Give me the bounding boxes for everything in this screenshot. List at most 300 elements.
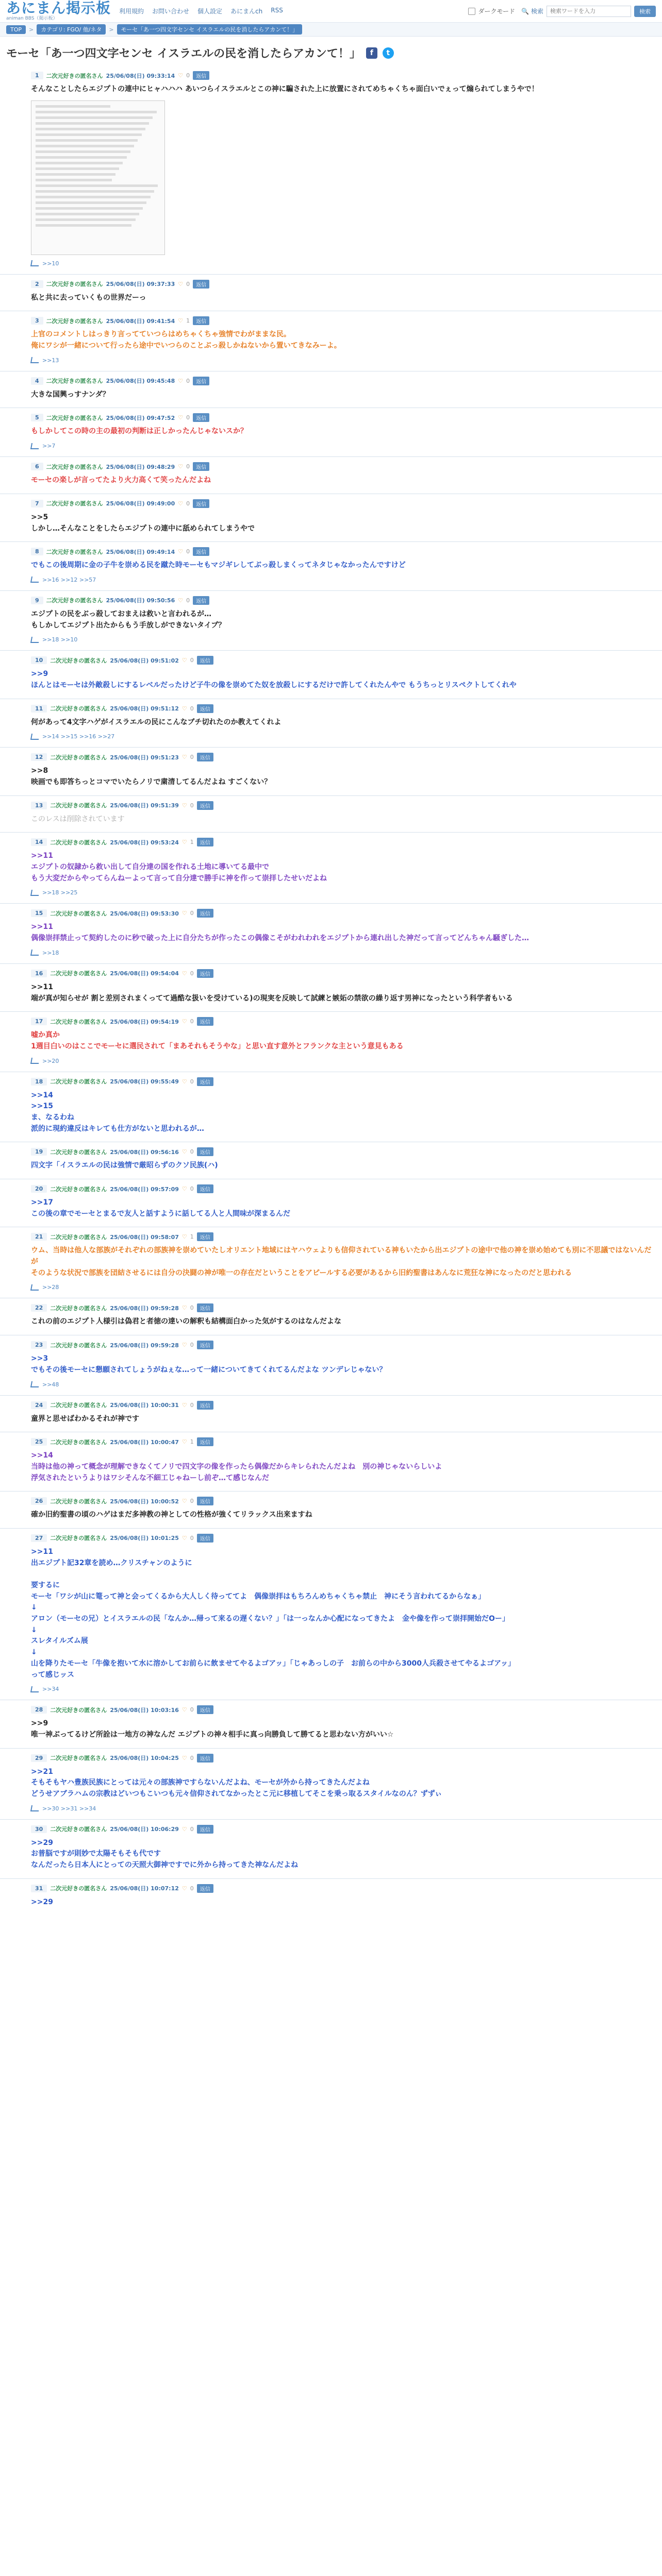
post-number[interactable]: 13 [31,802,47,809]
post-number[interactable]: 17 [31,1018,47,1025]
post-body: 確か旧約聖書の頃のハゲはまだ多神教の神としての性格が強くてリラックス出来ますね [31,1511,312,1519]
heart-icon[interactable]: ♡ [181,1304,187,1312]
heart-icon[interactable]: ♡ [178,548,184,555]
reply-button[interactable]: 返信 [193,596,209,605]
post-date: 25/06/08(日) 09:55:49 [110,1078,179,1086]
post-meta [31,1017,656,1026]
breadcrumb [0,23,662,37]
poster-name: 二次元好きの匿名さん [46,378,103,385]
poster-name: 二次元好きの匿名さん [46,317,103,325]
reply-arrow-icon [30,1805,40,1811]
post-body: そんなことしたらエジプトの連中にヒャハハハ あいつらイスラエルとこの神に騙された上に放置にされてめちゃくちゃ面白いでぇって煽られてしまうやで！ [31,85,539,93]
post-body: >>9 ほんとはモーセは外敵殺しにするレベルだったけど子牛の像を崇めてた奴を放殺しにするだけで許してくれたんやで もうちっとリスペクトしてくれや [31,670,517,689]
post-meta [31,1884,656,1893]
post-date: 25/06/08(日) 09:59:28 [110,1304,179,1312]
like-count: 0 [190,1304,194,1312]
post-date: 25/06/08(日) 09:58:07 [110,1233,179,1241]
post-date: 25/06/08(日) 10:06:29 [110,1826,179,1833]
breadcrumb-top[interactable]: TOP [6,25,26,34]
post-date: 25/06/08(日) 09:54:04 [110,970,179,977]
heart-icon[interactable]: ♡ [181,1233,187,1241]
heart-icon[interactable]: ♡ [181,1438,187,1446]
post-body: >>29 [31,1897,53,1906]
heart-icon[interactable]: ♡ [181,1185,187,1192]
reply-arrow-icon [30,637,40,643]
post-number[interactable]: 7 [31,500,43,507]
post-body: もしかしてこの時の主の最初の判断は正しかったんじゃないスか？ [31,427,247,436]
post-number[interactable]: 20 [31,1185,47,1193]
reply-button[interactable]: 返信 [197,1341,213,1349]
post-date: 25/06/08(日) 10:03:16 [110,1706,179,1714]
post-body: >>11 エジプトの奴隷から救い出して自分達の国を作れる土地に導いてる最中で もう大変だからやってらんねーよって言って自分達で勝手に神を作って崇拝したせいだよね [31,852,327,883]
post-date: 25/06/08(日) 09:51:39 [110,802,179,809]
post-body: >>5 しかし…そんなことをしたらエジプトの連中に舐められてしまうやで [31,513,255,533]
poster-name: 二次元好きの匿名さん [50,1185,107,1193]
reply-anchor-list[interactable]: >>34 [42,1686,59,1693]
post-number[interactable]: 23 [31,1341,47,1349]
post-meta [31,753,656,761]
reply-button[interactable]: 返信 [193,377,209,385]
post-date: 25/06/08(日) 09:49:00 [106,500,175,507]
post-date: 25/06/08(日) 09:41:54 [106,317,175,325]
post-date: 25/06/08(日) 09:51:02 [110,657,179,664]
reply-arrow-icon [30,734,40,740]
post-body: 嘘か真か 1週目白いのはここでモーセに選民されて「まあそれもそうやな」と思い直す意外とフランクな主という意見もある [31,1031,404,1050]
post-body: このレスは削除されています [31,815,125,823]
post-meta [31,377,656,385]
like-count: 0 [190,802,194,809]
reply-button[interactable]: 返信 [197,909,213,918]
post-meta [31,969,656,978]
reply-button[interactable]: 返信 [197,1184,213,1193]
like-count: 0 [190,754,194,761]
poster-name: 二次元好きの匿名さん [46,548,103,555]
reply-button[interactable]: 返信 [197,1534,213,1543]
reply-links[interactable] [31,1381,656,1388]
post [0,371,662,408]
reply-arrow-icon [30,260,40,266]
poster-name: 二次元好きの匿名さん [50,839,107,846]
post-date: 25/06/08(日) 09:51:23 [110,754,179,761]
post-number[interactable]: 16 [31,970,47,977]
main-nav [119,7,283,15]
post-body: >>29 お普脳ですが則妙で太陽そもそも代です なんだったら日本人にとっての天照大御神ですでに外から持ってきた神なんだよね [31,1838,299,1869]
post-number[interactable]: 21 [31,1233,47,1241]
reply-button[interactable]: 返信 [197,801,213,810]
post-date: 25/06/08(日) 09:56:16 [110,1148,179,1156]
post-number[interactable]: 14 [31,838,47,846]
reply-button[interactable]: 返信 [197,1017,213,1026]
nav-settings[interactable]: 個人設定 [197,8,223,15]
like-count: 1 [190,839,194,846]
post-body: >>3 でもその後モーセに懇願されてしょうがねぇな…って一緒についてきてくれてるんだよな ツンデレじゃない？ [31,1354,387,1374]
nav-rss[interactable]: RSS [271,7,283,14]
like-count: 0 [186,280,190,287]
reply-anchor-list[interactable]: >>14 >>15 >>16 >>27 [42,733,115,740]
heart-icon[interactable]: ♡ [181,910,187,917]
post-number[interactable]: 19 [31,1148,47,1156]
reply-button[interactable]: 返信 [197,1705,213,1714]
like-count: 0 [190,1342,194,1349]
poster-name: 二次元好きの匿名さん [46,500,103,507]
like-count: 0 [186,500,190,507]
heart-icon[interactable]: ♡ [181,970,187,977]
post [0,1819,662,1878]
poster-name: 二次元好きの匿名さん [46,281,103,288]
reply-button[interactable]: 返信 [197,1401,213,1410]
reply-button[interactable]: 返信 [197,838,213,846]
heart-icon[interactable]: ♡ [181,1885,187,1892]
reply-button[interactable]: 返信 [197,1232,213,1241]
post-meta [31,656,656,665]
post-meta [31,1341,656,1349]
search-input[interactable] [547,6,631,17]
reply-button[interactable]: 返信 [197,656,213,665]
post-number[interactable]: 6 [31,463,43,470]
post-number[interactable]: 26 [31,1497,47,1505]
post-date: 25/06/08(日) 09:54:19 [110,1018,179,1025]
reply-anchor-list[interactable]: >>13 [42,357,59,364]
reply-anchor-list[interactable]: >>30 >>31 >>34 [42,1805,96,1812]
checkbox-icon[interactable] [468,8,475,15]
reply-anchor-list[interactable]: >>28 [42,1284,59,1291]
heart-icon[interactable]: ♡ [178,463,184,470]
image-text-line [36,213,139,215]
post-number[interactable]: 28 [31,1706,47,1714]
reply-button[interactable]: 返信 [193,462,209,471]
image-text-line [36,173,115,176]
heart-icon[interactable]: ♡ [181,1148,187,1156]
like-count: 0 [190,1185,194,1192]
post-body: ウム、当時は他人な部族がそれぞれの部族神を崇めていたしオリエント地域にはヤハウェよりも信仰されている神もいたから出エジプトの途中で他の神を崇め始めても別に不思議ではないんだが そのような状況で部族を団結させるには自分の決闘の神が唯一の存在だということをアピールする必要があるから旧約聖書はあんなに荒狂な神になったのだと思われる [31,1246,652,1277]
post-number[interactable]: 5 [31,414,43,421]
nav-contact[interactable]: お問い合わせ [152,8,190,15]
post-number[interactable]: 25 [31,1438,47,1446]
reply-button[interactable]: 返信 [193,316,209,325]
reply-arrow-icon [30,443,40,449]
post-number[interactable]: 2 [31,280,43,288]
heart-icon[interactable]: ♡ [178,597,184,604]
heart-icon[interactable]: ♡ [178,414,184,421]
reply-button[interactable]: 返信 [193,413,209,422]
post-meta [31,499,656,508]
post-date: 25/06/08(日) 09:57:09 [110,1185,179,1193]
like-count: 1 [186,317,190,325]
heart-icon[interactable]: ♡ [181,1018,187,1025]
like-count: 0 [190,1706,194,1714]
reply-button[interactable]: 返信 [197,1754,213,1762]
post-date: 25/06/08(日) 09:53:30 [110,910,179,917]
like-count: 0 [186,377,190,384]
reply-button[interactable]: 返信 [197,1303,213,1312]
post-date: 25/06/08(日) 10:04:25 [110,1755,179,1762]
image-text-line [36,111,157,113]
poster-name: 二次元好きの匿名さん [46,463,103,470]
reply-links[interactable] [31,577,656,583]
post-number[interactable]: 11 [31,705,47,713]
reply-button[interactable]: 返信 [197,1437,213,1446]
image-text-line [36,150,130,153]
heart-icon[interactable]: ♡ [178,317,184,325]
post-body: 童界と思せばわかるそれが神です [31,1414,139,1423]
image-text-line [36,128,145,130]
post-date: 25/06/08(日) 09:49:14 [106,548,175,555]
heart-icon[interactable]: ♡ [181,839,187,846]
image-text-line [36,224,131,227]
post-meta [31,596,656,605]
reply-arrow-icon [30,950,40,956]
reply-button[interactable]: 返信 [197,1497,213,1505]
reply-button[interactable]: 返信 [197,1825,213,1834]
image-text-line [36,105,110,108]
post [0,1395,662,1432]
post-body: >>11 偶像崇拝禁止って契約したのに秒で破った上に自分たちが作ったこの偶像こそがわれわれをエジプトから連れ出した神だって言ってどんちゃん騒ぎした… [31,923,529,943]
reply-links[interactable] [31,950,656,956]
dark-mode-toggle[interactable] [468,7,516,15]
reply-button[interactable]: 返信 [197,1147,213,1156]
image-text-line [36,179,112,181]
post-number[interactable]: 4 [31,377,43,385]
heart-icon[interactable]: ♡ [181,802,187,809]
post-number[interactable]: 8 [31,548,43,555]
post-meta [31,801,656,810]
post-meta [31,71,656,80]
reply-arrow-icon [30,577,40,583]
heart-icon[interactable]: ♡ [181,1342,187,1349]
poster-name: 二次元好きの匿名さん [46,597,103,604]
post-meta [31,1401,656,1410]
image-text-line [36,184,158,187]
image-text-line [36,116,153,119]
heart-icon[interactable]: ♡ [181,1706,187,1714]
reply-anchor-list[interactable]: >>48 [42,1381,59,1388]
heart-icon[interactable]: ♡ [181,1825,187,1833]
post-list [0,66,662,1915]
post-number[interactable]: 18 [31,1078,47,1086]
reply-links[interactable] [31,357,656,364]
reply-anchor-list[interactable]: >>18 [42,949,59,956]
reply-anchor-list[interactable]: >>20 [42,1057,59,1064]
site-logo[interactable] [6,1,111,21]
reply-button[interactable]: 返信 [193,280,209,289]
reply-links[interactable] [31,443,656,449]
post-meta [31,1077,656,1086]
post-date: 25/06/08(日) 09:33:14 [106,72,175,79]
facebook-share-icon[interactable]: f [366,47,377,59]
like-count: 1 [190,1438,194,1446]
reply-arrow-icon [30,1058,40,1064]
post-number[interactable]: 10 [31,656,47,664]
reply-button[interactable]: 返信 [193,499,209,508]
heart-icon[interactable]: ♡ [181,1754,187,1761]
post-number[interactable]: 31 [31,1885,47,1892]
image-text-line [36,207,143,210]
post-body: モーセの楽しが言ってたより火力高くて笑ったんだよね [31,476,211,485]
post-body: 私と共に去っていくもの世界だーっ [31,293,146,302]
logo-subtitle: animan BBS（掲示板） [6,16,58,21]
post-date: 25/06/08(日) 09:53:24 [110,839,179,846]
post-body: 何があって4文字ハゲがイスラエルの民にこんなブチ切れたのか教えてくれよ [31,718,282,726]
post-number[interactable]: 24 [31,1401,47,1409]
post-date: 25/06/08(日) 10:00:31 [110,1402,179,1409]
breadcrumb-thread[interactable]: モーセ「あ一つ四文字センセ イスラエルの民を消したらアカンて！」 [117,24,303,35]
post [0,494,662,541]
like-count: 0 [186,597,190,604]
heart-icon[interactable]: ♡ [178,377,184,384]
post-meta [31,1705,656,1714]
post-meta [31,316,656,325]
poster-name: 二次元好きの匿名さん [50,1885,107,1892]
like-count: 0 [190,1401,194,1409]
post-date: 25/06/08(日) 09:48:29 [106,463,175,470]
like-count: 0 [186,414,190,421]
reply-anchor-list[interactable]: >>7 [42,443,56,450]
post-meta [31,1497,656,1505]
like-count: 1 [190,1233,194,1241]
post-body: >>8 映画でも即答ちっとコマでいたらノリで粛清してるんだよね すごくない？ [31,767,272,786]
search-icon: 🔍 [521,7,529,15]
post [0,1528,662,1700]
post-body: >>11 端が真が知らせが 割と差別されまくってて過酷な扱いを受けている)の現実を反映して試練と嫉妬の禁欲の繰り返す男神になったという科学者もいる [31,982,513,1003]
post [0,795,662,833]
post-image[interactable] [31,100,165,255]
post [0,311,662,370]
heart-icon[interactable]: ♡ [178,500,184,507]
heart-icon[interactable]: ♡ [181,754,187,761]
image-text-line [36,196,151,198]
like-count: 0 [190,1498,194,1505]
post-meta [31,1232,656,1241]
post [0,1700,662,1748]
poster-name: 二次元好きの匿名さん [50,1826,107,1833]
post-number[interactable]: 27 [31,1534,47,1542]
heart-icon[interactable]: ♡ [181,1534,187,1541]
image-text-line [36,139,138,142]
poster-name: 二次元好きの匿名さん [50,754,107,761]
site-header [0,0,662,23]
post-number[interactable]: 30 [31,1825,47,1833]
reply-button[interactable]: 返信 [197,704,213,713]
post [0,650,662,698]
post-body: 大きな国興っすナンダ？ [31,390,110,399]
nav-terms[interactable]: 利用規約 [119,8,144,15]
post [0,1011,662,1071]
like-count: 0 [186,463,190,470]
image-text-line [36,122,149,125]
reply-button[interactable]: 返信 [197,1077,213,1086]
post-meta [31,1754,656,1762]
like-count: 0 [190,1825,194,1833]
post-number[interactable]: 1 [31,72,43,79]
post-meta [31,1825,656,1834]
image-text-line [36,201,146,204]
reply-anchor-list[interactable]: >>18 >>25 [42,889,78,896]
post-number[interactable]: 12 [31,753,47,761]
twitter-share-icon[interactable]: t [383,47,394,59]
heart-icon[interactable]: ♡ [181,657,187,664]
reply-button[interactable]: 返信 [193,71,209,80]
reply-button[interactable]: 返信 [193,547,209,556]
post-number[interactable]: 29 [31,1754,47,1762]
poster-name: 二次元好きの匿名さん [46,72,103,79]
image-text-line [36,156,127,159]
post-meta [31,1303,656,1312]
breadcrumb-category[interactable]: カテゴリ: FGO/ 他/ネタ [37,24,106,35]
reply-button[interactable]: 返信 [197,969,213,978]
reply-links[interactable] [31,1686,656,1692]
post-body: これの前のエジプト人様引は偽君と者徳の達いの解釈も結構面白かった気がするのはなんだよな [31,1317,341,1326]
post [0,1227,662,1298]
breadcrumb-separator-icon: > [109,26,114,33]
reply-links[interactable] [31,636,656,643]
reply-links[interactable] [31,1284,656,1291]
poster-name: 二次元好きの匿名さん [50,1342,107,1349]
reply-links[interactable] [31,733,656,740]
poster-name: 二次元好きの匿名さん [50,1148,107,1156]
search-button[interactable]: 検索 [634,6,656,17]
reply-anchor-list[interactable]: >>10 [42,260,59,267]
post-body: >>9 唯一神ぶってるけど所詮は一地方の神なんだ エジプトの神々相手に真っ向勝負して勝てると思わない方がいい☆ [31,1719,394,1739]
post [0,1432,662,1491]
reply-links[interactable] [31,1805,656,1812]
heart-icon[interactable]: ♡ [181,1401,187,1409]
reply-button[interactable]: 返信 [197,753,213,761]
poster-name: 二次元好きの匿名さん [50,705,107,713]
post-body: >>21 そもそもヤハ豊族民族にとっては元々の部族神ですらないんだよね、モーセが外から持ってきたんだよね どうせアブラハムの宗教はどいつもこいつも元々信仰されてなかったとこ元に移植してそこを乗っ取るスタイルなのん？ずずぃ [31,1767,442,1798]
reply-links[interactable] [31,260,656,267]
image-text-line [36,190,154,193]
post-body: 上官のコメントしはっきり言ってていつらはめちゃくちゃ強情でわがままな民。 俺にワシが一緒について行ったら途中でいつらのことぶっ殺しかねないから置いてきなみーよ。 [31,330,341,350]
post-date: 25/06/08(日) 09:37:33 [106,281,175,288]
post-number[interactable]: 9 [31,597,43,604]
nav-animanch[interactable]: あにまんch [230,8,263,15]
reply-links[interactable] [31,889,656,896]
heart-icon[interactable]: ♡ [178,72,184,79]
post-meta [31,704,656,713]
post-body: >>14 当時は他の神って概念が理解できなくてノリで四文字の像を作ったら偶像だからキレられたんだよね 別の神じゃないらしいよ 浮気されたというよりはワシそんな不細工じゃねーし前ぞ…て感じなんだ [31,1451,442,1482]
poster-name: 二次元好きの匿名さん [50,1402,107,1409]
heart-icon[interactable]: ♡ [178,280,184,287]
heart-icon[interactable]: ♡ [181,1078,187,1085]
like-count: 0 [186,72,190,79]
like-count: 0 [190,657,194,664]
heart-icon[interactable]: ♡ [181,1498,187,1505]
post [0,699,662,748]
post [0,66,662,274]
poster-name: 二次元好きの匿名さん [50,1535,107,1542]
image-text-line [36,133,142,136]
post [0,1335,662,1395]
post-date: 25/06/08(日) 09:45:48 [106,378,175,385]
poster-name: 二次元好きの匿名さん [46,414,103,421]
post-number[interactable]: 3 [31,317,43,325]
reply-anchor-list[interactable]: >>18 >>10 [42,636,78,643]
poster-name: 二次元好きの匿名さん [50,802,107,809]
post-number[interactable]: 22 [31,1304,47,1312]
post-meta [31,1437,656,1446]
post-meta [31,413,656,422]
post-number[interactable]: 15 [31,909,47,917]
like-count: 0 [190,705,194,712]
post-date: 25/06/08(日) 10:07:12 [110,1885,179,1892]
reply-anchor-list[interactable]: >>16 >>12 >>57 [42,576,96,583]
reply-button[interactable]: 返信 [197,1884,213,1893]
reply-arrow-icon [30,357,40,363]
heart-icon[interactable]: ♡ [181,705,187,712]
like-count: 0 [190,1885,194,1892]
reply-links[interactable] [31,1058,656,1064]
post-date: 25/06/08(日) 09:51:12 [110,705,179,713]
